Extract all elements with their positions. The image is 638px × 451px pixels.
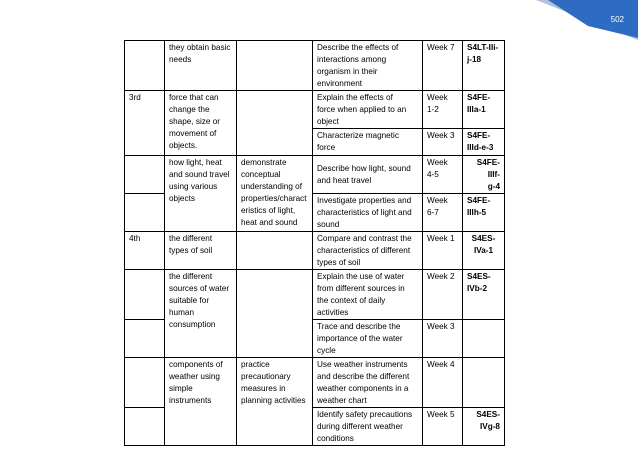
week-cell [423, 41, 463, 91]
competency-line: Explain the effects of [317, 93, 393, 102]
quarter-cell [125, 320, 165, 358]
code-cell [463, 129, 505, 156]
competency-cell [313, 41, 423, 91]
standard-line: conceptual [241, 170, 281, 179]
competency-line: weather components in a [317, 384, 409, 393]
content-line: the different [169, 272, 213, 281]
content-line: instruments [169, 396, 212, 405]
week-text: Week 5 [427, 410, 455, 419]
week-cell [423, 232, 463, 270]
standard-cell [237, 41, 313, 91]
competency-line: interactions among [317, 55, 387, 64]
competency-line: weather chart [317, 396, 367, 405]
code-line: S4FE- [467, 131, 491, 140]
standard-line: eristics of light, [241, 206, 296, 215]
competency-line: Trace and describe the [317, 322, 401, 331]
content-line: objects. [169, 141, 198, 150]
competency-line: Compare and contrast the [317, 234, 412, 243]
week-cell [423, 320, 463, 358]
content-line: and sound travel [169, 170, 230, 179]
standard-line: properties/charact [241, 194, 307, 203]
content-line: weather using [169, 372, 220, 381]
week-line: Week [427, 196, 448, 205]
standard-cell [237, 232, 313, 270]
competency-line: from different sources in [317, 284, 405, 293]
code-cell [463, 232, 505, 270]
code-cell [463, 156, 505, 194]
content-line: shape, size or [169, 117, 220, 126]
quarter-cell [125, 358, 165, 408]
content-cell [165, 358, 237, 446]
competency-line: characteristics of light and [317, 208, 412, 217]
content-line: movement of [169, 129, 217, 138]
competency-line: Investigate properties and [317, 196, 412, 205]
content-line: simple [169, 384, 193, 393]
code-line: g-4 [487, 182, 500, 191]
week-text: Week 1 [427, 234, 455, 243]
code-cell [463, 270, 505, 320]
page-number: 502 [610, 15, 624, 24]
table-row [125, 91, 505, 129]
competency-cell [313, 358, 423, 408]
code-line: S4ES- [471, 234, 496, 243]
competency-line: Characterize magnetic [317, 131, 399, 140]
content-line: the different [169, 234, 213, 243]
content-line: needs [169, 55, 192, 64]
competency-cell [313, 232, 423, 270]
quarter-label: 4th [129, 234, 141, 243]
competency-line: force when applied to an [317, 105, 407, 114]
code-line: S4ES- [467, 272, 491, 281]
competency-line: Identify safety precautions [317, 410, 413, 419]
code-line: S4FE- [467, 93, 491, 102]
code-cell [463, 41, 505, 91]
competency-cell [313, 408, 423, 446]
code-cell [463, 320, 505, 358]
code-line: IVa-1 [473, 246, 494, 255]
code-line: S4FE-IIIf- [476, 158, 500, 179]
table-row [125, 270, 505, 320]
standard-line: planning activities [241, 396, 306, 405]
quarter-cell [125, 91, 165, 156]
code-line: IVb-2 [467, 284, 488, 293]
week-text: Week 3 [427, 131, 455, 140]
standard-cell [237, 156, 313, 232]
competency-cell [313, 194, 423, 232]
content-line: they obtain basic [169, 43, 231, 52]
standard-line: demonstrate [241, 158, 287, 167]
competency-line: sound [317, 220, 340, 229]
content-line: objects [169, 194, 195, 203]
code-cell [463, 408, 505, 446]
competency-line: and heat travel [317, 176, 372, 185]
competency-cell [313, 91, 423, 129]
standard-line: heat and sound [241, 218, 298, 227]
week-cell [423, 156, 463, 194]
content-cell [165, 41, 237, 91]
competency-cell [313, 156, 423, 194]
week-text: Week 4 [427, 360, 455, 369]
week-cell [423, 129, 463, 156]
content-cell [165, 232, 237, 270]
curriculum-table [124, 40, 505, 446]
content-line: using various [169, 182, 218, 191]
competency-line: Describe the effects of [317, 43, 399, 52]
content-cell [165, 91, 237, 156]
quarter-cell [125, 194, 165, 232]
table-row [125, 41, 505, 91]
content-line: force that can [169, 93, 219, 102]
content-line: suitable for [169, 296, 210, 305]
code-cell [463, 358, 505, 408]
competency-line: and describe the different [317, 372, 410, 381]
week-line: 1-2 [427, 105, 439, 114]
competency-line: Describe how light, sound [317, 164, 411, 173]
week-cell [423, 358, 463, 408]
quarter-cell [125, 408, 165, 446]
week-cell [423, 270, 463, 320]
content-line: change the [169, 105, 210, 114]
content-line: consumption [169, 320, 216, 329]
week-cell [423, 91, 463, 129]
competency-line: Use weather instruments [317, 360, 408, 369]
competency-line: the context of daily [317, 296, 386, 305]
competency-line: cycle [317, 346, 336, 355]
content-line: sources of water [169, 284, 230, 293]
code-line: IIIh-5 [467, 208, 487, 217]
standard-cell [237, 91, 313, 156]
quarter-cell [125, 232, 165, 270]
competency-line: during different weather [317, 422, 403, 431]
standard-line: practice [241, 360, 270, 369]
week-cell [423, 194, 463, 232]
competency-line: force [317, 143, 336, 152]
content-line: human [169, 308, 195, 317]
competency-line: conditions [317, 434, 354, 443]
table-row [125, 232, 505, 270]
content-line: how light, heat [169, 158, 222, 167]
week-line: Week [427, 93, 448, 102]
content-cell [165, 270, 237, 358]
code-cell [463, 194, 505, 232]
standard-cell [237, 270, 313, 358]
competency-line: environment [317, 79, 363, 88]
code-line: IVg-8 [479, 422, 500, 431]
code-line: IIId-e-3 [467, 143, 494, 152]
table-row [125, 156, 505, 194]
week-text: Week 3 [427, 322, 455, 331]
week-line: Week [427, 158, 448, 167]
competency-cell [313, 320, 423, 358]
content-cell [165, 156, 237, 232]
week-line: 4-5 [427, 170, 439, 179]
week-text: Week 7 [427, 43, 455, 52]
code-line: S4ES- [476, 410, 500, 419]
competency-cell [313, 270, 423, 320]
competency-line: organism in their [317, 67, 378, 76]
week-text: Week 2 [427, 272, 455, 281]
code-line: S4FE- [467, 196, 491, 205]
competency-line: characteristics of different [317, 246, 411, 255]
table-row [125, 358, 505, 408]
page-number-tab [518, 0, 638, 40]
content-line: components of [169, 360, 223, 369]
quarter-label: 3rd [129, 93, 141, 102]
code-line: S4LT-IIi- [467, 43, 499, 52]
standard-line: understanding of [241, 182, 302, 191]
competency-line: types of soil [317, 258, 361, 267]
content-line: types of soil [169, 246, 213, 255]
competency-cell [313, 129, 423, 156]
code-line: IIIa-1 [467, 105, 486, 114]
competency-line: activities [317, 308, 349, 317]
competency-line: importance of the water [317, 334, 403, 343]
competency-line: object [317, 117, 339, 126]
standard-cell [237, 358, 313, 446]
quarter-cell [125, 156, 165, 194]
standard-line: measures in [241, 384, 286, 393]
code-line: j-18 [467, 55, 482, 64]
quarter-cell [125, 270, 165, 320]
competency-line: Explain the use of water [317, 272, 405, 281]
week-cell [423, 408, 463, 446]
week-line: 6-7 [427, 208, 439, 217]
standard-line: precautionary [241, 372, 291, 381]
code-cell [463, 91, 505, 129]
quarter-cell [125, 41, 165, 91]
